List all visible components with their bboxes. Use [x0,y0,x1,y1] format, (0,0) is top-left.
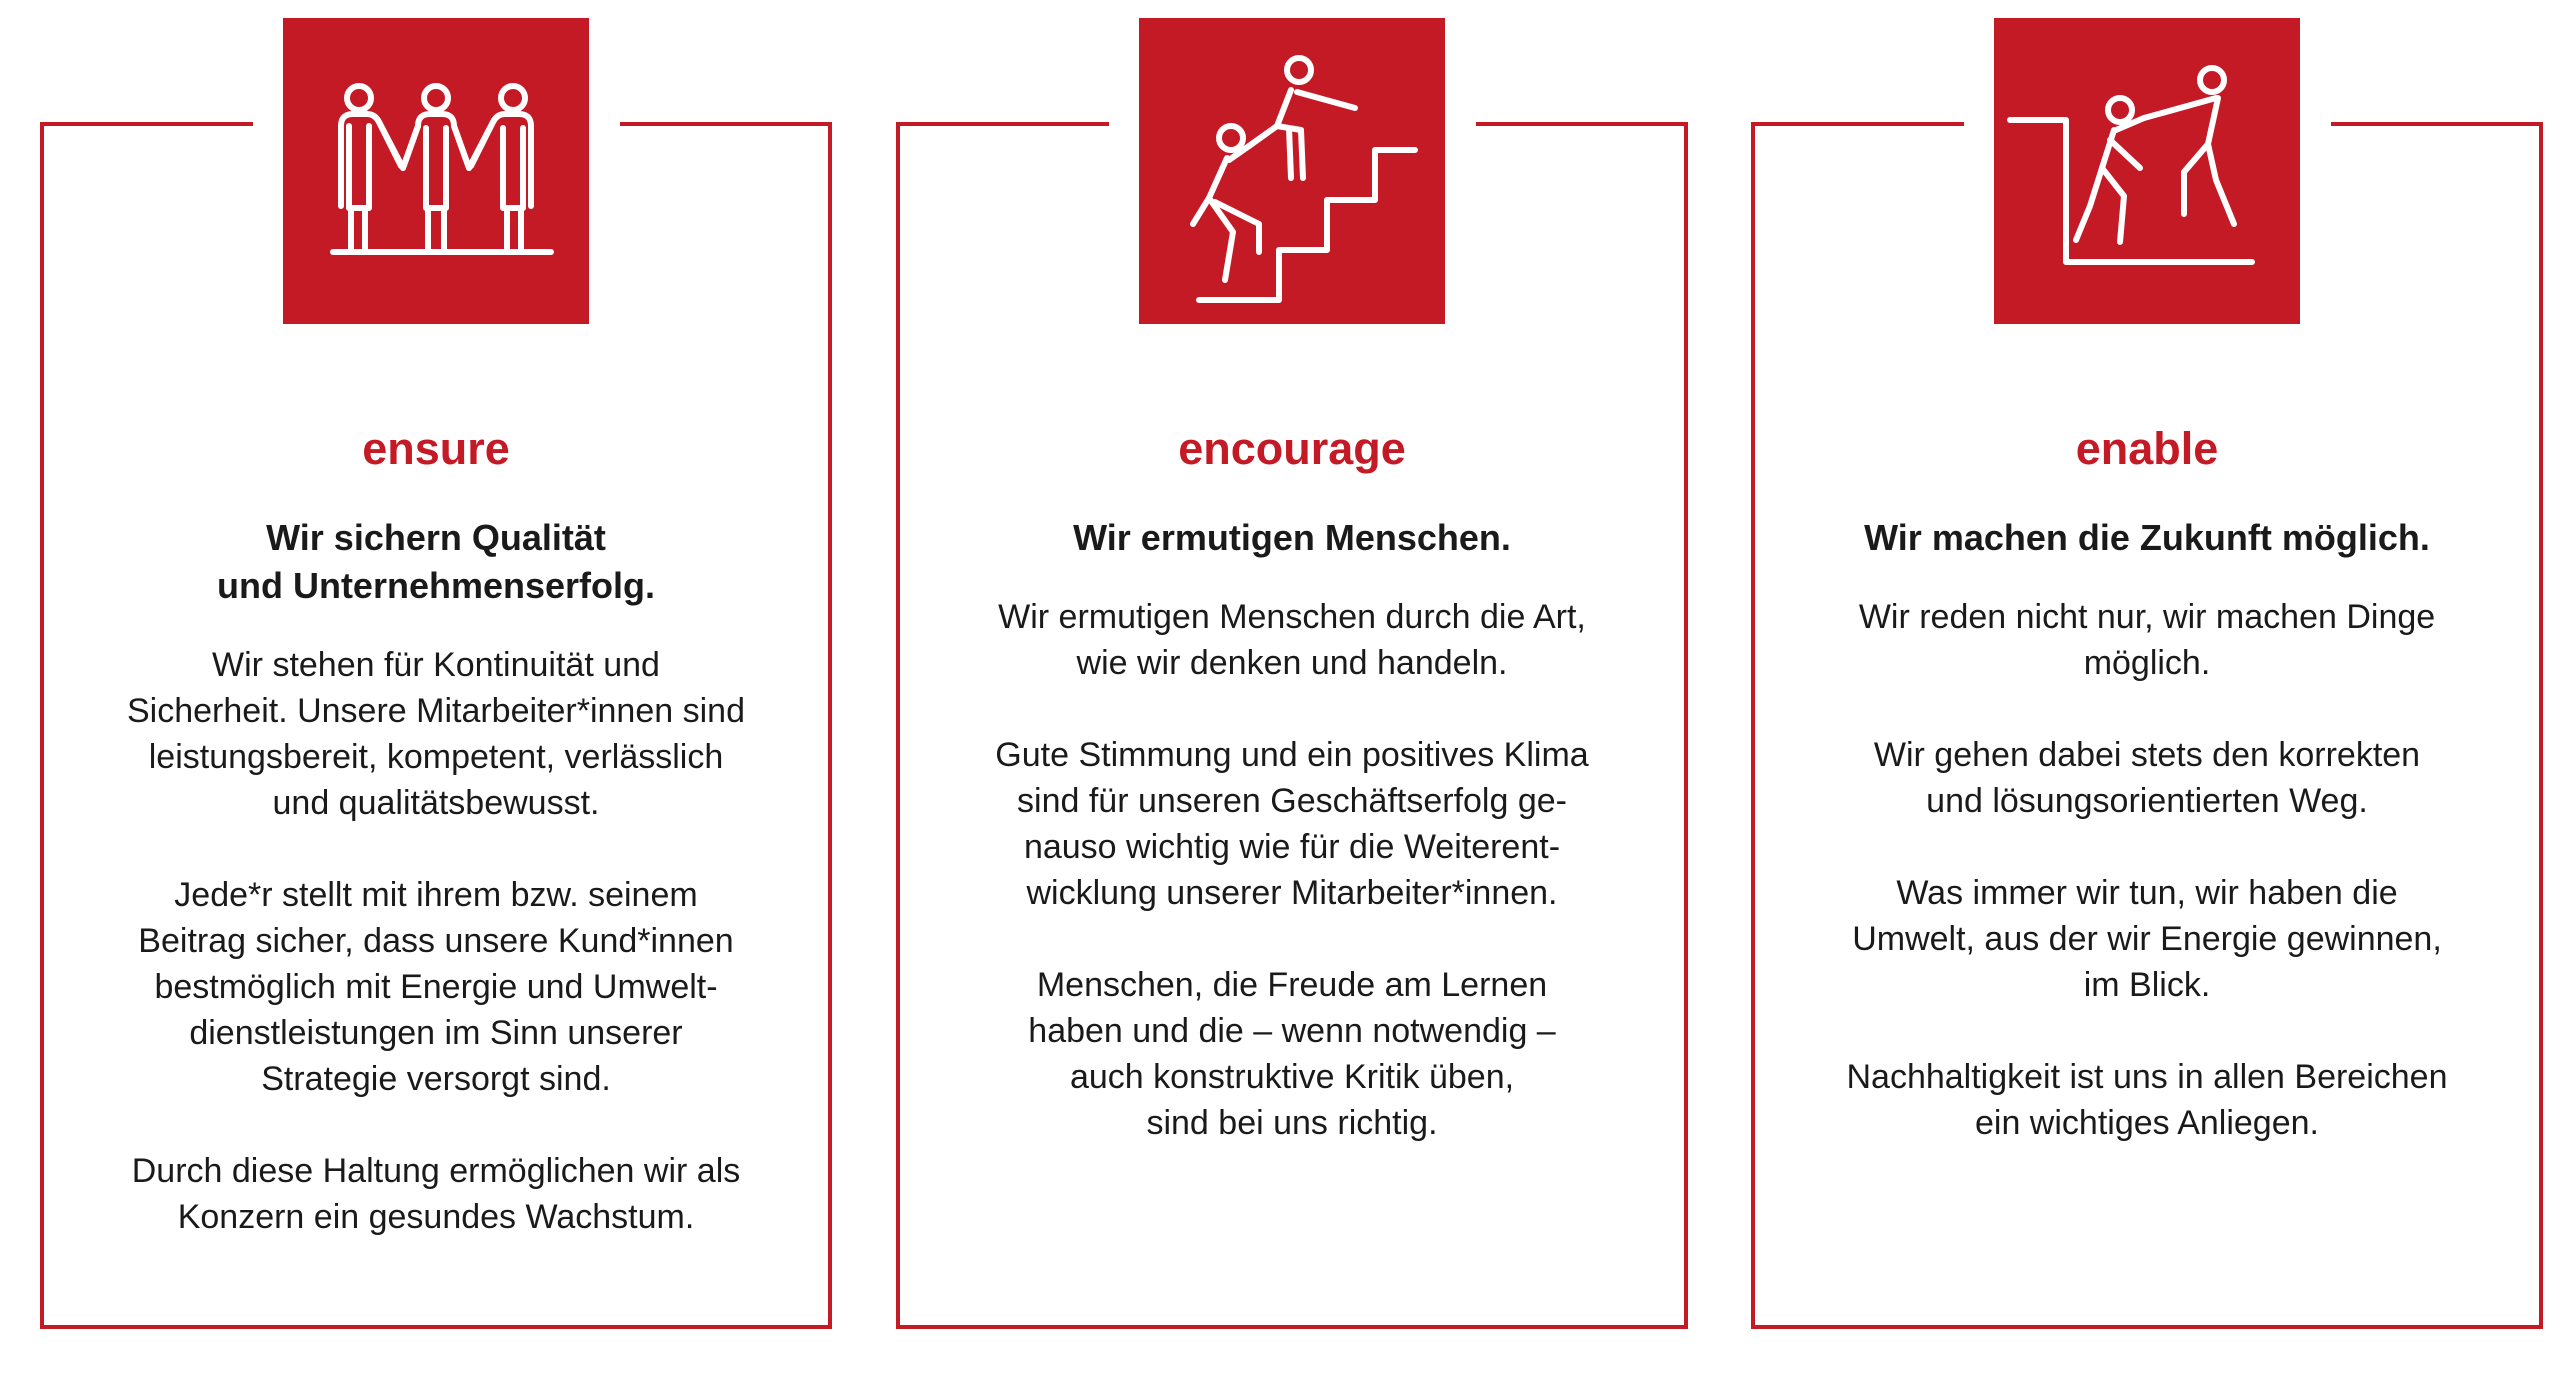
people-holding-hands-icon [283,18,589,324]
card-subtitle: Wir machen die Zukunft möglich. [1864,517,2430,558]
card-paragraph: Jede*r stellt mit ihrem bzw. seinem Beitrag sicher, dass unsere Kund*innen bestmöglich mit Energie und Umwelt- dienstleistungen im Sinn unserer Strategie versorgt sind. [138,876,734,1098]
icon-tile [1139,18,1445,324]
card-paragraph: Menschen, die Freude am Lernen haben und die – wenn notwendig – auch konstruktive Kritik üben, sind bei uns richtig. [1028,966,1556,1142]
card-paragraph: Wir gehen dabei stets den korrekten und lösungsorientierten Weg. [1873,736,2421,820]
lifting-up-ledge-icon [1994,18,2300,324]
helping-up-stairs-icon [1139,18,1445,324]
card-title: enable [2075,423,2219,474]
icon-tile [1994,18,2300,324]
card-title: encourage [1178,423,1406,474]
value-card-encourage [896,122,1688,1329]
icon-tile [283,18,589,324]
card-body [80,422,792,1286]
card-paragraph: Wir reden nicht nur, wir machen Dinge möglich. [1858,598,2436,682]
value-card-ensure [40,122,832,1329]
card-paragraph: Gute Stimmung und ein positives Klima sind für unseren Geschäftserfolg ge- nauso wichtig wie für die Weiterent- wicklung unserer Mitarbeiter*innen. [995,736,1589,912]
card-body [1791,422,2503,1192]
card-subtitle: Wir sichern Qualität und Unternehmenserfolg. [216,517,656,606]
card-paragraph: Wir ermutigen Menschen durch die Art, wie wir denken und handeln. [998,598,1586,682]
card-paragraph: Wir stehen für Kontinuität und Sicherheit. Unsere Mitarbeiter*innen sind leistungsbereit, kompetent, verlässlich und qualitätsbewusst. [127,646,745,822]
card-paragraph: Durch diese Haltung ermöglichen wir als Konzern ein gesundes Wachstum. [131,1152,741,1236]
card-title: ensure [362,423,510,474]
value-card-enable [1751,122,2543,1329]
card-paragraph: Nachhaltigkeit ist uns in allen Bereichen ein wichtiges Anliegen. [1846,1058,2448,1142]
card-paragraph: Was immer wir tun, wir haben die Umwelt, aus der wir Energie gewinnen, im Blick. [1852,874,2442,1004]
card-subtitle: Wir ermutigen Menschen. [1073,517,1511,558]
card-body [936,422,1648,1192]
